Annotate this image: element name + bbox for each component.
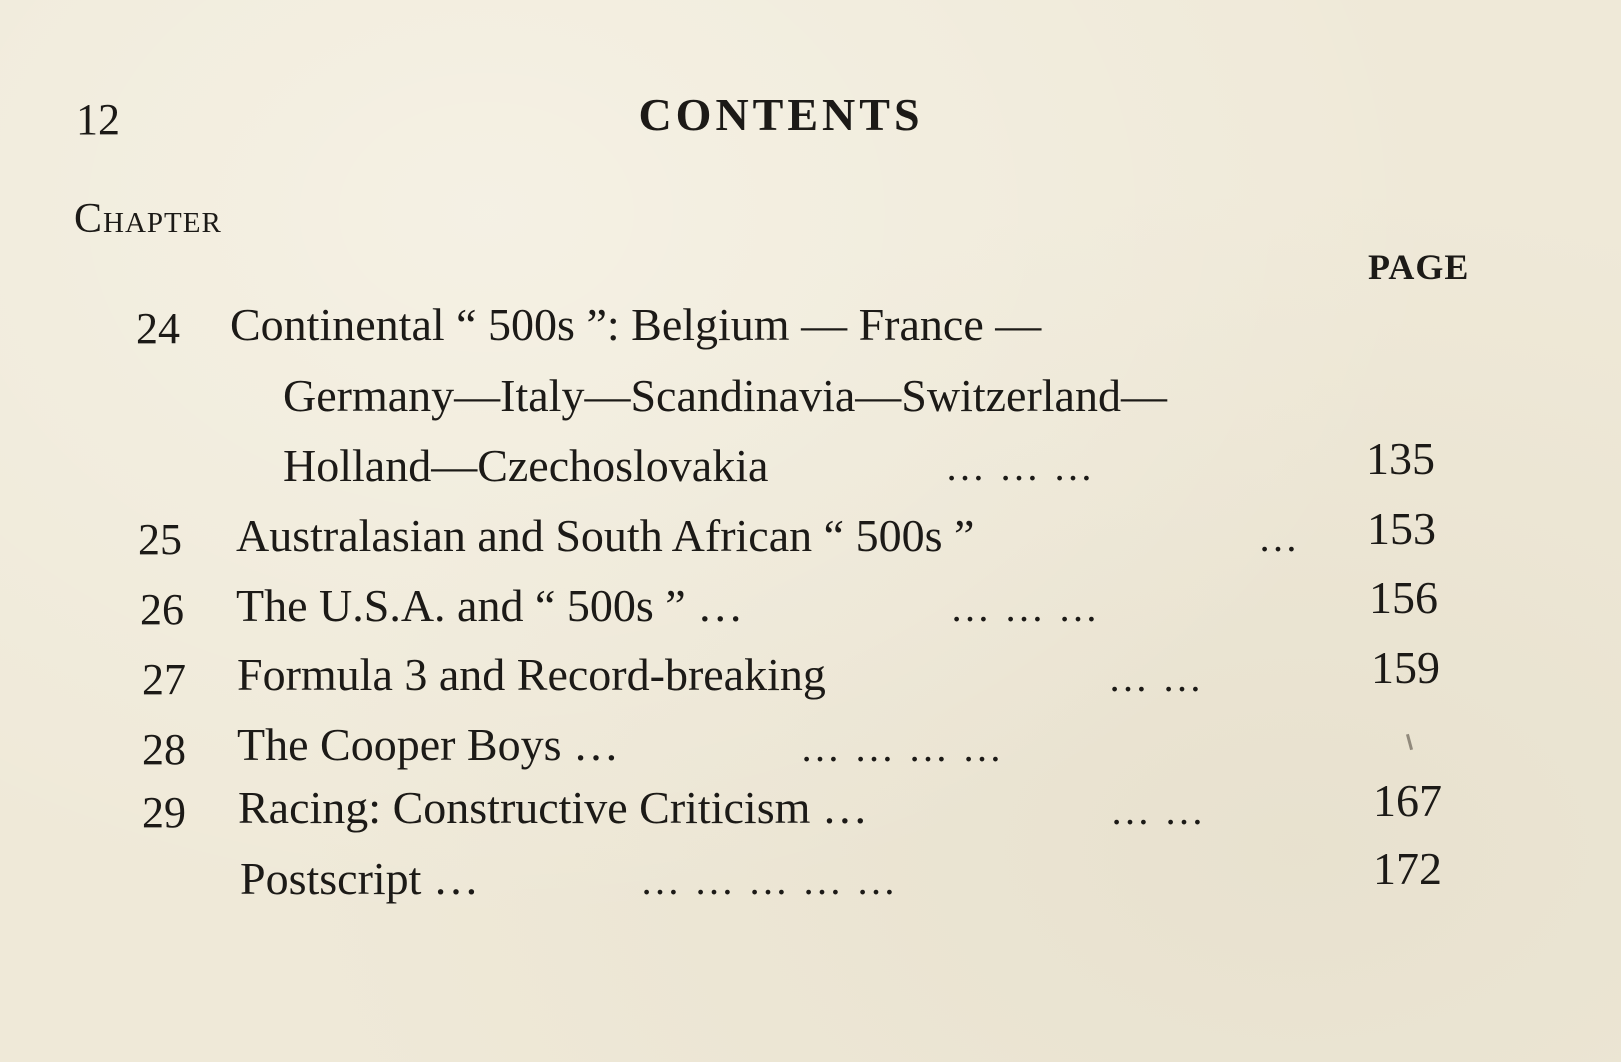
entry-24-page: 135 (1366, 433, 1435, 484)
entry-29-page: 167 (1373, 775, 1442, 826)
running-head-title: CONTENTS (638, 89, 924, 140)
entry-28-leaders: … … … … (800, 725, 1004, 770)
entry-26-number: 26 (140, 585, 184, 634)
postscript-title: Postscript … (240, 853, 479, 904)
entry-26-page: 156 (1369, 572, 1438, 623)
entry-26-title: The U.S.A. and “ 500s ” … (236, 580, 744, 631)
entry-25-title: Australasian and South African “ 500s ” (236, 510, 975, 561)
page-column-label: PAGE (1368, 247, 1470, 287)
entry-26-leaders: … … … (950, 585, 1100, 630)
pencil-mark (1406, 734, 1413, 750)
entry-27-number: 27 (142, 655, 186, 704)
entry-24-number: 24 (136, 304, 180, 353)
chapter-column-label: Chapter (74, 196, 222, 242)
page-folio: 12 (76, 95, 120, 144)
entry-29-number: 29 (142, 788, 186, 837)
entry-25-number: 25 (138, 515, 182, 564)
entry-27-title: Formula 3 and Record-breaking (237, 649, 826, 700)
entry-25-page: 153 (1367, 503, 1436, 554)
entry-24-title-line-1: Continental “ 500s ”: Belgium — France — (230, 299, 1042, 350)
entry-28-number: 28 (142, 725, 186, 774)
entry-29-leaders: … … (1110, 788, 1206, 833)
entry-27-leaders: … … (1108, 655, 1204, 700)
entry-25-leaders: … (1258, 515, 1300, 560)
entry-24-leaders: … … … (945, 444, 1095, 489)
postscript-leaders: … … … … … (640, 858, 898, 903)
entry-24-title-line-2: Germany—Italy—Scandinavia—Switzerland— (283, 370, 1167, 421)
entry-24-title-line-3: Holland—Czechoslovakia (283, 440, 769, 491)
entry-27-page: 159 (1371, 642, 1440, 693)
entry-29-title: Racing: Constructive Criticism … (238, 782, 868, 833)
postscript-page: 172 (1373, 843, 1442, 894)
entry-28-title: The Cooper Boys … (237, 719, 620, 770)
